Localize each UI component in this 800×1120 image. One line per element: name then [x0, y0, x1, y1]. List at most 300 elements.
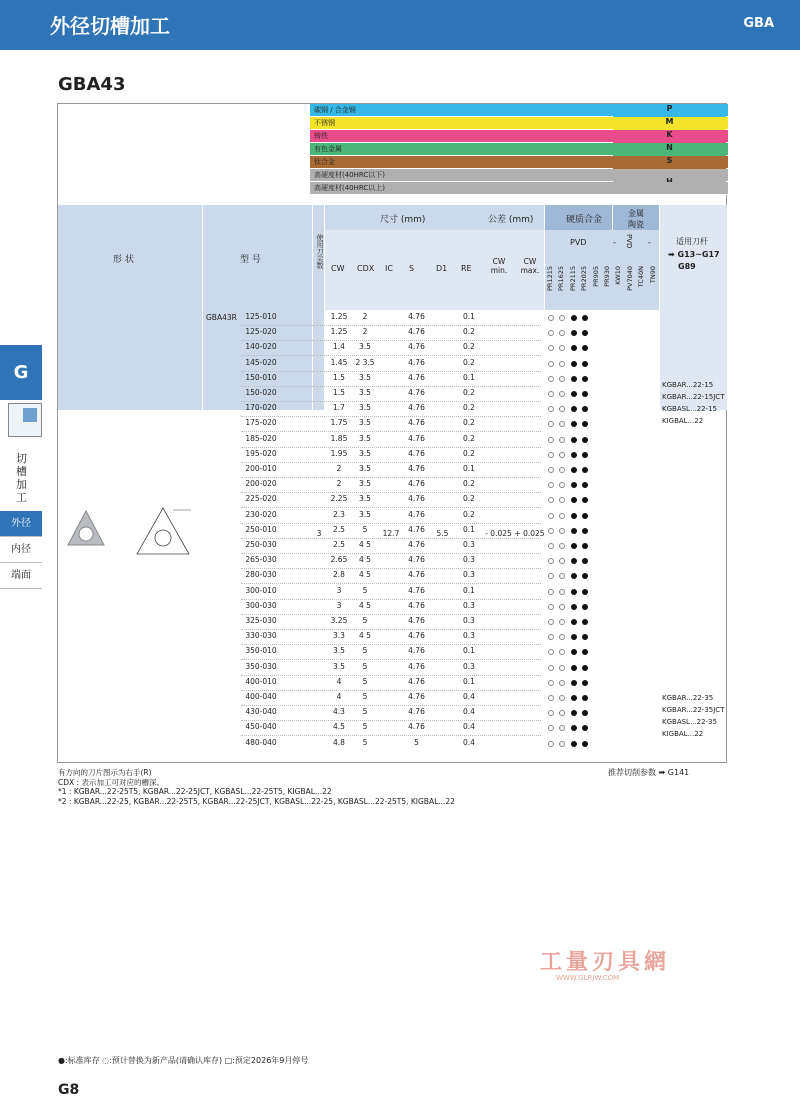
grade-label: PR1625: [557, 266, 566, 291]
common-edges: 3: [316, 529, 322, 538]
cell-cdx: 3.5: [359, 403, 371, 413]
stock-dot: [571, 330, 577, 336]
cell-re: 0.1: [463, 676, 475, 686]
pvd2-header: PVD: [625, 234, 633, 249]
cell-code: 480-040: [245, 737, 277, 747]
cell-s: 4.76: [408, 631, 425, 641]
cell-code: 325-030: [245, 616, 277, 625]
cell-cdx: 5: [362, 616, 368, 625]
cell-code: 150-010: [245, 372, 277, 382]
cell-cdx: 4 5: [359, 555, 371, 565]
stock-dot: [548, 558, 554, 564]
stock-dot: [559, 391, 565, 397]
stock-dot: [548, 589, 554, 595]
stock-dot: [559, 558, 565, 564]
cell-cdx: 4 5: [359, 540, 371, 549]
cell-re: 0.2: [463, 479, 475, 489]
stock-dot: [571, 497, 577, 503]
tol-header: 公差 (mm): [488, 215, 534, 225]
footnote: 有方向的刀片图示为右手(R): [58, 768, 152, 777]
stock-dot: [582, 437, 588, 443]
material-code: M: [613, 117, 726, 130]
cell-code: 200-020: [245, 479, 277, 489]
stock-dot: [548, 710, 554, 716]
cell-re: 0.4: [463, 692, 475, 701]
stock-dot: [571, 376, 577, 382]
material-code: S: [613, 156, 726, 169]
stock-dot: [548, 361, 554, 367]
stock-dot: [582, 376, 588, 382]
dash-header: -: [613, 238, 616, 247]
cell-code: 195-020: [245, 448, 277, 458]
cell-s: 4.76: [408, 646, 425, 656]
table-row: [58, 600, 728, 613]
material-row: 铸铁: [310, 130, 728, 143]
stock-dot: [559, 376, 565, 382]
stock-dot: [582, 315, 588, 321]
stock-dot: [548, 649, 554, 655]
stock-dot: [548, 391, 554, 397]
stock-dot: [571, 558, 577, 564]
shape-header: 形 状: [113, 255, 134, 265]
stock-dot: [548, 345, 554, 351]
cell-cw: 4: [336, 692, 342, 701]
cell-re: 0.1: [463, 372, 475, 382]
cell-cw: 3.5: [333, 646, 345, 656]
cell-s: 4.76: [408, 555, 425, 565]
table-row: [58, 539, 728, 552]
stock-dot: [548, 315, 554, 321]
edges-header: 使用刀尖数: [316, 234, 324, 269]
cell-re: 0.2: [463, 494, 475, 504]
stock-dot: [571, 634, 577, 640]
holder-ref2: G89: [678, 262, 696, 271]
page-header: [0, 0, 800, 50]
cell-code: 125-010: [245, 312, 277, 321]
table-row: [58, 326, 728, 339]
holder-header: 适用刀杆: [676, 237, 708, 246]
grade-label: TC40N: [637, 266, 646, 288]
stock-dot: [548, 543, 554, 549]
dash2-header: -: [648, 238, 651, 247]
table-row: [58, 554, 728, 567]
stock-dot: [571, 649, 577, 655]
stock-dot: [582, 680, 588, 686]
cell-cdx: 3.5: [359, 509, 371, 519]
common-d1: 5.5: [436, 529, 449, 538]
dim-col-label: CDX: [357, 264, 375, 273]
table-row: [58, 721, 728, 734]
cell-cw: 3.3: [333, 631, 345, 641]
nav-inner[interactable]: 内径: [0, 537, 42, 563]
cell-s: 4.76: [408, 676, 425, 686]
cell-re: 0.2: [463, 327, 475, 337]
stock-dot: [559, 361, 565, 367]
cell-code: 300-030: [245, 600, 277, 610]
stock-dot: [548, 634, 554, 640]
cell-cw: 3.5: [333, 661, 345, 671]
cell-re: 0.1: [463, 464, 475, 473]
cell-code: 265-030: [245, 555, 277, 565]
stock-dot: [548, 619, 554, 625]
grade-label: PR2025: [580, 266, 589, 291]
stock-dot: [582, 665, 588, 671]
holder-name: KGBAR...22-35: [662, 694, 714, 702]
cell-cdx: 5: [362, 737, 368, 747]
stock-dot: [571, 573, 577, 579]
stock-dot: [582, 604, 588, 610]
cell-s: 4.76: [408, 342, 425, 352]
cell-re: 0.3: [463, 600, 475, 610]
cell-cw: 1.45: [330, 357, 348, 367]
table-row: [58, 372, 728, 385]
product-table: [57, 103, 727, 763]
cell-cw: 1.5: [333, 388, 345, 397]
table-row: [58, 691, 728, 704]
stock-dot: [559, 421, 565, 427]
stock-dot: [582, 467, 588, 473]
cell-re: 0.4: [463, 722, 475, 732]
cell-cdx: 5: [362, 722, 368, 732]
cell-s: 4.76: [408, 692, 425, 701]
cell-code: 150-020: [245, 388, 277, 397]
grade-label: PR2115: [568, 266, 577, 291]
table-row: [58, 387, 728, 400]
grade-label: KW10: [614, 266, 623, 285]
cell-cw: 1.25: [330, 312, 348, 321]
cell-s: 4.76: [408, 418, 425, 428]
cell-s: 4.76: [408, 494, 425, 504]
stock-dot: [571, 421, 577, 427]
cell-cw: 3: [336, 585, 342, 595]
stock-dot: [548, 406, 554, 412]
stock-dot: [559, 634, 565, 640]
table-row: [58, 311, 728, 324]
cell-re: 0.2: [463, 388, 475, 397]
cell-s: 4.76: [408, 661, 425, 671]
side-vertical-label: 切槽加工: [16, 452, 27, 504]
cell-re: 0.2: [463, 357, 475, 367]
stock-dot: [559, 619, 565, 625]
holder-name: KGBASL...22-15: [662, 405, 717, 413]
side-nav: [0, 511, 42, 589]
cell-cdx: 3.5: [359, 372, 371, 382]
cell-code: 250-030: [245, 540, 277, 549]
cell-cdx: 2: [362, 312, 368, 321]
stock-dot: [548, 497, 554, 503]
stock-dot: [559, 665, 565, 671]
stock-dot: [582, 330, 588, 336]
cell-cw: 4.8: [333, 737, 345, 747]
table-row: [58, 463, 728, 476]
cell-cdx: 3.5: [359, 433, 371, 443]
tol-col-label: CW max.: [520, 257, 540, 275]
stock-dot: [571, 345, 577, 351]
stock-dot: [548, 695, 554, 701]
material-row: 不锈钢: [310, 117, 728, 130]
cell-s: 4.76: [408, 509, 425, 519]
cell-cw: 2.25: [330, 494, 348, 504]
table-row: [58, 402, 728, 415]
stock-dot: [582, 558, 588, 564]
cell-cdx: 5: [362, 676, 368, 686]
stock-dot: [548, 482, 554, 488]
dim-col-label: IC: [385, 264, 393, 273]
watermark-url: WWW.GLRJW.COM: [556, 974, 620, 982]
stock-dot: [571, 467, 577, 473]
cell-cw: 4.3: [333, 707, 345, 717]
cell-s: 4.76: [408, 600, 425, 610]
grade-label: TN90: [648, 266, 657, 284]
cell-s: 4.76: [408, 312, 425, 321]
cell-s: 4.76: [408, 479, 425, 489]
stock-dot: [582, 421, 588, 427]
cell-code: 230-020: [245, 509, 277, 519]
table-row: [58, 341, 728, 354]
cell-s: 4.76: [408, 357, 425, 367]
tol-col-label: CW min.: [490, 257, 508, 275]
cell-cw: 1.25: [330, 327, 348, 337]
table-row: [58, 630, 728, 643]
cell-cw: 1.95: [330, 448, 348, 458]
holder-ref: ➡ G13~G17: [668, 250, 720, 259]
table-row: [58, 509, 728, 522]
table-row: [58, 676, 728, 689]
dims-header: 尺寸 (mm): [380, 215, 426, 225]
stock-dot: [559, 710, 565, 716]
legend: ●:标准库存 ◌:预计替换为新产品(请确认库存) □:预定2026年9月停号: [58, 1056, 309, 1065]
table-row: [58, 585, 728, 598]
stock-dot: [571, 604, 577, 610]
table-row: [58, 433, 728, 446]
cell-cw: 4: [336, 676, 342, 686]
stock-dot: [548, 513, 554, 519]
stock-dot: [571, 725, 577, 731]
holder-name: KGBASL...22-35: [662, 718, 717, 726]
cell-re: 0.1: [463, 646, 475, 656]
stock-dot: [559, 604, 565, 610]
stock-dot: [582, 589, 588, 595]
stock-dot: [582, 741, 588, 747]
stock-dot: [582, 619, 588, 625]
stock-dot: [571, 391, 577, 397]
stock-dot: [559, 649, 565, 655]
grade-label: PR1215: [546, 266, 554, 291]
cell-re: 0.1: [463, 585, 475, 595]
stock-dot: [571, 482, 577, 488]
cell-cw: 1.5: [333, 372, 345, 382]
cell-cdx: 3.5: [359, 494, 371, 504]
cell-s: 4.76: [408, 585, 425, 595]
cell-re: 0.3: [463, 555, 475, 565]
table-row: [58, 417, 728, 430]
cell-re: 0.1: [463, 312, 475, 321]
stock-dot: [548, 604, 554, 610]
carbide-header: 硬质合金: [566, 215, 603, 225]
stock-dot: [559, 543, 565, 549]
cell-code: 250-010: [245, 524, 277, 534]
cell-code: 300-010: [245, 585, 277, 595]
cell-re: 0.3: [463, 616, 475, 625]
table-row: [58, 661, 728, 674]
cell-cdx: 3.5: [359, 418, 371, 428]
cell-code: 400-010: [245, 676, 277, 686]
cell-re: 0.2: [463, 448, 475, 458]
cell-cdx: 3.5: [359, 464, 371, 473]
table-row: [58, 493, 728, 506]
stock-dot: [571, 543, 577, 549]
cell-re: 0.3: [463, 540, 475, 549]
footnote: *2 : KGBAR...22-25, KGBAR...22-25T5, KGBAR...22-25JCT, KGBASL...22-25, KGBASL...22-25T5, KIGBAL...22: [58, 797, 455, 806]
common-cwmax: + 0.025: [514, 529, 545, 538]
stock-dot: [559, 528, 565, 534]
page-number: G8: [58, 1082, 80, 1098]
stock-dot: [559, 482, 565, 488]
material-code: N: [613, 143, 726, 156]
cell-s: 4.76: [408, 388, 425, 397]
cell-re: 0.1: [463, 524, 475, 534]
holder-name: KGBAR...22-15: [662, 381, 714, 389]
cell-code: 330-030: [245, 631, 277, 641]
stock-dot: [559, 330, 565, 336]
table-row: [58, 357, 728, 370]
cell-code: 140-020: [245, 342, 277, 352]
stock-dot: [571, 452, 577, 458]
cell-cw: 2.65: [330, 555, 348, 565]
stock-dot: [571, 695, 577, 701]
holder-name: KGBAR...22-35JCT: [662, 706, 725, 714]
material-row: 有色金属: [310, 143, 728, 156]
cell-cw: 1.7: [333, 403, 345, 413]
cutting-ref-link[interactable]: 推荐切削参数 ➡ G141: [608, 768, 690, 777]
cell-s: 4.76: [408, 327, 425, 337]
stock-dot: [548, 437, 554, 443]
table-row: [58, 569, 728, 582]
cell-cw: 1.4: [333, 342, 345, 352]
stock-dot: [559, 725, 565, 731]
cell-code: 430-040: [245, 707, 277, 717]
stock-dot: [559, 513, 565, 519]
stock-dot: [548, 467, 554, 473]
table-row: [58, 615, 728, 628]
stock-dot: [582, 497, 588, 503]
stock-dot: [559, 573, 565, 579]
stock-dot: [582, 452, 588, 458]
stock-dot: [559, 345, 565, 351]
stock-dot: [559, 589, 565, 595]
stock-dot: [548, 376, 554, 382]
stock-dot: [582, 361, 588, 367]
stock-dot: [571, 528, 577, 534]
table-row: [58, 448, 728, 461]
cell-code: 450-040: [245, 722, 277, 732]
nav-outer[interactable]: 外径: [0, 511, 42, 537]
cell-cw: 1.85: [330, 433, 348, 443]
stock-dot: [582, 710, 588, 716]
cell-re: 0.2: [463, 342, 475, 352]
stock-dot: [559, 680, 565, 686]
holder-name: KIGBAL...22: [662, 730, 704, 738]
cell-code: 185-020: [245, 433, 277, 443]
stock-dot: [571, 619, 577, 625]
stock-dot: [559, 406, 565, 412]
stock-dot: [571, 437, 577, 443]
grooving-icon: [8, 403, 42, 437]
cell-re: 0.2: [463, 403, 475, 413]
cell-s: 4.76: [408, 722, 425, 732]
pvd-header: PVD: [570, 238, 587, 247]
stock-dot: [582, 513, 588, 519]
stock-dot: [582, 345, 588, 351]
stock-dot: [559, 452, 565, 458]
stock-dot: [548, 452, 554, 458]
stock-dot: [571, 741, 577, 747]
model-prefix: GBA43R: [206, 313, 237, 322]
cell-cdx: 3.5: [359, 479, 371, 489]
cell-code: 400-040: [245, 692, 277, 701]
common-cwmin: - 0.025: [485, 529, 512, 538]
stock-dot: [582, 695, 588, 701]
watermark: 工量刃具網: [540, 950, 671, 975]
cell-re: 0.2: [463, 418, 475, 428]
common-ic: 12.7: [382, 529, 400, 538]
table-row: [58, 706, 728, 719]
cell-cdx: 5: [362, 585, 368, 595]
stock-dot: [582, 573, 588, 579]
stock-dot: [548, 680, 554, 686]
cell-cdx: 4 5: [359, 631, 371, 641]
cell-cw: 2: [336, 479, 342, 489]
holder-name: KGBAR...22-15JCT: [662, 393, 725, 401]
cell-cw: 2.5: [333, 540, 345, 549]
stock-dot: [571, 665, 577, 671]
stock-dot: [559, 437, 565, 443]
stock-dot: [559, 315, 565, 321]
stock-dot: [548, 741, 554, 747]
cell-cdx: 2: [362, 327, 368, 337]
stock-dot: [582, 482, 588, 488]
stock-dot: [571, 710, 577, 716]
stock-dot: [571, 315, 577, 321]
dim-col-label: CW: [331, 264, 345, 273]
cell-cdx: 5: [362, 524, 368, 534]
cell-code: 225-020: [245, 494, 277, 504]
section-title: GBA43: [58, 74, 126, 95]
cell-re: 0.4: [463, 707, 475, 717]
cell-re: 0.3: [463, 661, 475, 671]
table-row: [58, 478, 728, 491]
stock-dot: [582, 725, 588, 731]
cell-re: 0.3: [463, 570, 475, 580]
material-code: K: [613, 130, 726, 143]
material-row: 钛合金: [310, 156, 728, 169]
material-row: 高硬度材(40HRC以下): [310, 169, 728, 182]
cell-s: 4.76: [408, 372, 425, 382]
header-title: 外径切槽加工: [50, 14, 170, 38]
cell-cw: 2.3: [333, 509, 345, 519]
side-tab-g[interactable]: G: [0, 345, 42, 400]
nav-face[interactable]: 端面: [0, 563, 42, 589]
cell-cw: 2.8: [333, 570, 345, 580]
cell-code: 145-020: [245, 357, 277, 367]
cell-cdx: 3.5: [359, 342, 371, 352]
holder-name: KIGBAL...22: [662, 417, 704, 425]
footnote: CDX : 表示加工可对应的槽深。: [58, 778, 164, 787]
dim-col-label: RE: [461, 264, 472, 273]
material-row: 高硬度材(40HRC以上): [310, 182, 728, 195]
grade-label: PV7040: [625, 266, 634, 291]
cell-cw: 1.75: [330, 418, 348, 428]
